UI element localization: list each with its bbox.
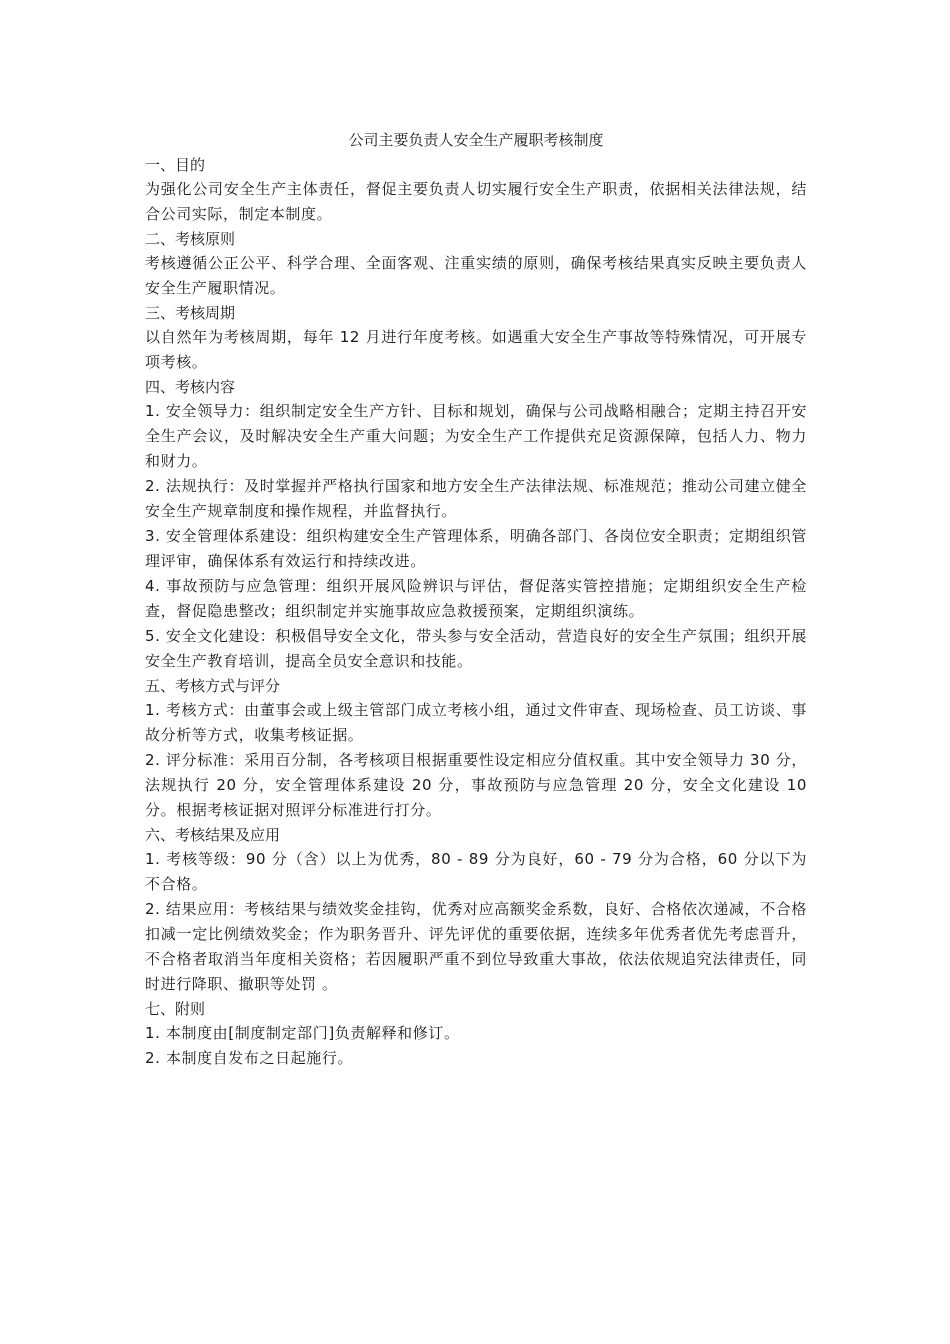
section-content [145, 375, 807, 674]
section-paragraph: 3. 安全管理体系建设：组织构建安全生产管理体系，明确各部门、各岗位安全职责；定期组织管理评审，确保体系有效运行和持续改进。 [145, 527, 807, 570]
section-paragraph: 1. 考核方式：由董事会或上级主管部门成立考核小组，通过文件审查、现场检查、员工访谈、事故分析等方式，收集考核证据。 [145, 701, 807, 744]
section-paragraph: 为强化公司安全生产主体责任，督促主要负责人切实履行安全生产职责，依据相关法律法规，结合公司实际，制定本制度。 [145, 180, 807, 223]
section-heading: 五、考核方式与评分 [145, 677, 281, 695]
section-paragraph: 5. 安全文化建设：积极倡导安全文化，带头参与安全活动，营造良好的安全生产氛围；组织开展安全生产教育培训，提高全员安全意识和技能。 [145, 627, 807, 670]
section-paragraph: 2. 法规执行：及时掌握并严格执行国家和地方安全生产法律法规、标准规范；推动公司建立健全安全生产规章制度和操作规程，并监督执行。 [145, 477, 807, 520]
section-paragraph: 1. 本制度由[制度制定部门]负责解释和修订。 [145, 1024, 460, 1042]
section-paragraph: 1. 考核等级：90 分（含）以上为优秀，80 - 89 分为良好，60 - 79 分为合格，60 分以下为不合格。 [145, 850, 807, 893]
document-page [145, 128, 807, 1071]
section-paragraph: 1. 安全领导力：组织制定安全生产方针、目标和规划，确保与公司战略相融合；定期主持召开安全生产会议，及时解决安全生产重大问题；为安全生产工作提供充足资源保障，包括人力、物力和财力。 [145, 402, 807, 470]
section-results [145, 823, 807, 997]
section-heading: 六、考核结果及应用 [145, 826, 281, 844]
document-title: 公司主要负责人安全生产履职考核制度 [348, 131, 604, 149]
section-paragraph: 2. 本制度自发布之日起施行。 [145, 1049, 354, 1067]
section-paragraph: 考核遵循公正公平、科学合理、全面客观、注重实绩的原则，确保考核结果真实反映主要负责人安全生产履职情况。 [145, 254, 807, 297]
section-paragraph: 2. 评分标准：采用百分制，各考核项目根据重要性设定相应分值权重。其中安全领导力 30 分，法规执行 20 分，安全管理体系建设 20 分，事故预防与应急管理 20 分，安全文化建设 10 分。根据考核证据对照评分标准进行打分。 [145, 751, 807, 819]
section-heading: 一、目的 [145, 156, 206, 174]
section-heading: 四、考核内容 [145, 378, 236, 396]
section-method-scoring [145, 674, 807, 823]
section-paragraph: 以自然年为考核周期，每年 12 月进行年度考核。如遇重大安全生产事故等特殊情况，可开展专项考核。 [145, 328, 807, 371]
section-paragraph: 2. 结果应用：考核结果与绩效奖金挂钩，优秀对应高额奖金系数，良好、合格依次递减，不合格扣减一定比例绩效奖金；作为职务晋升、评先评优的重要依据，连续多年优秀者优先考虑晋升，不合格者取消当年度相关资格；若因履职严重不到位导致重大事故，依法依规追究法律责任，同时进行降职、撤职等处罚 。 [145, 900, 807, 993]
section-heading: 七、附则 [145, 1000, 206, 1018]
section-cycle [145, 301, 807, 375]
section-supplementary [145, 997, 807, 1071]
section-paragraph: 4. 事故预防与应急管理：组织开展风险辨识与评估，督促落实管控措施；定期组织安全生产检查，督促隐患整改；组织制定并实施事故应急救援预案，定期组织演练。 [145, 577, 807, 620]
section-heading: 三、考核周期 [145, 304, 236, 322]
section-purpose [145, 153, 807, 227]
section-principles [145, 227, 807, 301]
section-heading: 二、考核原则 [145, 230, 236, 248]
